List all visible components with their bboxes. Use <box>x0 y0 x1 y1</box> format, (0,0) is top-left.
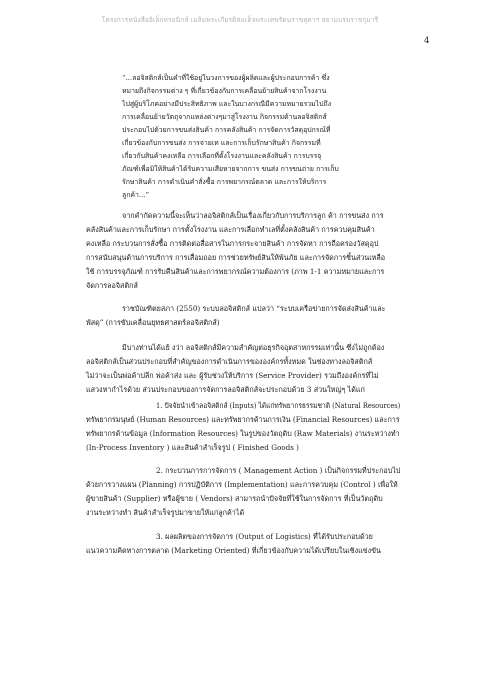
paragraph-line: จัดการลอจิสติกส์ <box>86 281 138 290</box>
quote-line: ไปสู่ผู้บริโภคอย่างมีประสิทธิภาพ และในบางกรณีมีความหมายรวมไปถึง <box>122 100 332 108</box>
header-watermark: โครงการหนังสืออิเล็กทรอนิกส์ เฉลิมพระเกียรติสมเด็จพระเทพรัตนราชสุดาฯ สยามบรมราชกุมารี <box>101 16 379 24</box>
paragraph-line: จากคำกัดความนี้จะเห็นว่าลอจิสติกส์เป็นเรื่องเกี่ยวกับการบริการลูก ค้า การขนส่ง การ <box>122 211 384 220</box>
quote-line: ภัณฑ์เพื่อมิให้สินค้าได้รับความเสียหายจากการ ขนส่ง การขนถ่าย การเก็บ <box>122 165 339 173</box>
quote-line: “...ลอจิสติกส์เป็นคำที่ใช้อยู่ในวงการของผู้ผลิตและผู้ประกอบการค้า ซึ่ง <box>122 74 330 82</box>
quote-line: เกี่ยวกับสินค้าคงเหลือ การเลือกที่ตั้งโรงงานและคลังสินค้า การบรรจุ <box>122 152 322 160</box>
paragraph-line: ผู้ขายสินค้า (Supplier) หรือผู้ขาย ( Vendors) สามารถนำปัจจัยที่ใช้ในการจัดการ ที่เป็นวัตถุดิบ <box>86 494 383 503</box>
paragraph-line: การสนับสนุนด้านการบริการ การเสื่อมถอย การช่วยทรัพย์สินให้พ้นภัย และการจัดการชิ้นส่วนเหลือ <box>86 253 386 262</box>
paragraph-line: 1. ปัจจัยนำเข้าลอจิสติกส์ (Inputs) ได้แก่ทรัพยากรธรรมชาติ (Natural Resources) <box>156 401 401 410</box>
paragraph-line: ราชบัณฑิตยสภา (2550) ระบบลอจิสติกส์ แปลว่า “ระบบเครือข่ายการจัดส่งสินค้าและ <box>122 304 386 313</box>
quote-line: รักษาสินค้า การดำเนินคำสั่งซื้อ การพยากรณ์ตลาด และการให้บริการ <box>122 178 327 186</box>
paragraph-line: ด้วยการวางแผน (Planning) การปฏิบัติการ (Implementation) และการควบคุม (Control ) เพื่อให้ <box>86 480 398 489</box>
paragraph-line: ทรัพยากรด้านข้อมูล (Information Resources) ในรูปของวัตถุดิบ (Raw Materials) งานระหว่างทำ <box>86 429 400 438</box>
paragraph-line: 3. ผลผลิตของการจัดการ (Output of Logistics) ที่ได้รับประกอบด้วย <box>156 532 373 541</box>
paragraph-line: คงเหลือ กระบวนการสั่งซื้อ การติดต่อสื่อสารในการกระจายสินค้า การจัดหา การถือครองวัสดุอุป <box>86 239 379 248</box>
paragraph-line: แสวงหากำไรด้วย ส่วนประกอบของการจัดการลอจิสติกส์จะประกอบด้วย 3 ส่วนใหญ่ๆ ได้แก่ <box>86 385 365 394</box>
paragraph-line: คลังสินค้าและการเก็บรักษา การตั้งโรงงาน และการเลือกทำเลที่ตั้งคลังสินค้า การควบคุมสินค้า <box>86 225 375 234</box>
paragraph-line: พัสดุ” (การขับเคลื่อนยุทธศาสตร์ลอจิสติกส์) <box>86 318 220 327</box>
quote-line: ประกอบไปด้วยการขนส่งสินค้า การคลังสินค้า การจัดการวัสดุอุปกรณ์ที่ <box>122 126 331 134</box>
paragraph-line: ลอจิสติกส์เป็นส่วนประกอบที่สำคัญของการดำเนินการขององค์กรทั้งหมด ในช่องทางลอจิสติกส์ <box>86 357 373 366</box>
page-number: 4 <box>424 36 430 46</box>
quote-line: เกี่ยวข้องกับการขนส่ง การจ่ายเท และการเก็บรักษาสินค้า กิจกรรมที่ <box>122 139 321 147</box>
paragraph-line: (In-Process Inventory ) และสินค้าสำเร็จรูป ( Finished Goods ) <box>86 443 299 452</box>
quote-line: หมายถึงกิจกรรมต่าง ๆ ที่เกี่ยวข้องกับการเคลื่อนย้ายสินค้าจากโรงงาน <box>122 87 327 95</box>
paragraph-line: ไม่ว่าจะเป็นพ่อค้าปลีก พ่อค้าส่ง และ ผู้รับช่วงให้บริการ (Service Provider) รวมถึงองค์กรที่ไม่ <box>86 371 379 380</box>
paragraph-line: งานระหว่างทำ สินค้าสำเร็จรูปมาขายให้แก่ลูกค้าได้ <box>86 508 245 517</box>
paragraph-line: แนวความคิดทางการตลาด (Marketing Oriented) ที่เกี่ยวข้องกับความได้เปรียบในเชิงแข่งขัน <box>86 546 381 555</box>
quote-line: ลูกค้า...” <box>122 191 149 199</box>
paragraph-line: มีบางท่านได้แย้ งว่า ลอจิสติกส์มีความสำคัญต่อธุรกิจอุตสาหกรรมเท่านั้น ซึ่งไม่ถูกต้อง <box>122 343 385 352</box>
paragraph-line: 2. กระบวนการการจัดการ ( Management Action ) เป็นกิจกรรมที่ประกอบไป <box>156 466 401 475</box>
paragraph-line: ใช้ การบรรจุภัณฑ์ การรับคืนสินค้าและการพยากรณ์ความต้องการ (ภาพ 1-1 ความหมายและการ <box>86 267 385 276</box>
quote-line: การเคลื่อนย้ายวัตถุจากแหล่งต่างๆมาสู่โรงงาน กิจกรรมด้านลอจิสติกส์ <box>122 113 327 121</box>
paragraph-line: ทรัพยากรมนุษย์ (Human Resources) และทรัพยากรด้านการเงิน (Financial Resources) และการ <box>86 415 400 424</box>
